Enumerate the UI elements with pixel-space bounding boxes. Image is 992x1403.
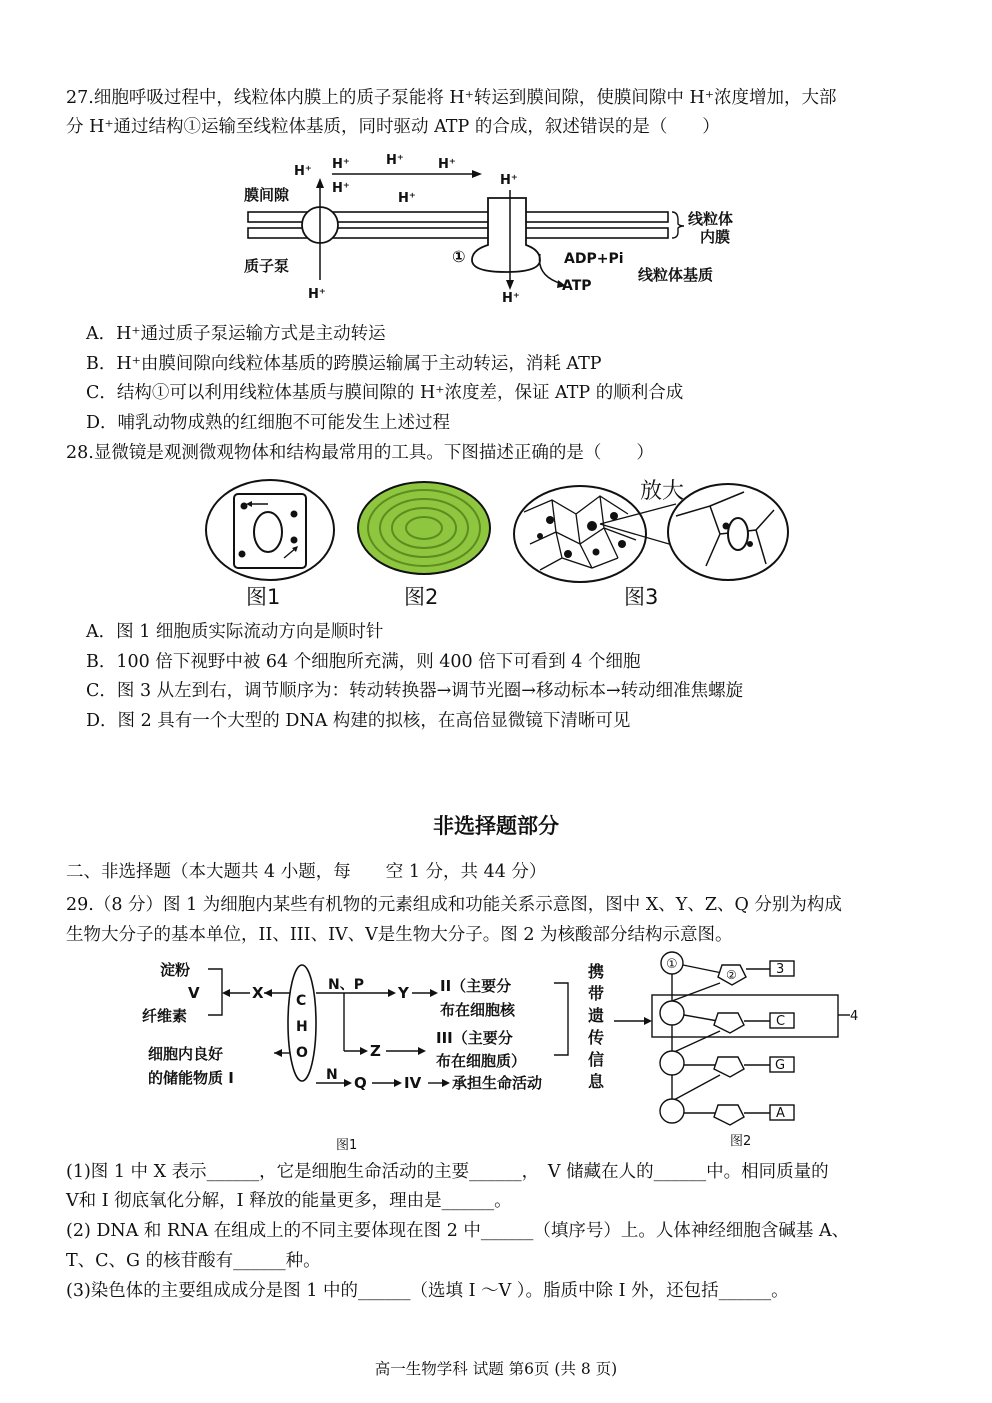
q29-sub1-line1: (1)图 1 中 X 表示______，它是细胞生命活动的主要______， V 储藏在人的______中。相同质量的 (66, 1162, 829, 1182)
fig3-low-mag-field (514, 486, 646, 582)
carry-char: 信 (588, 1050, 605, 1069)
numbered-label-three: 3 (776, 962, 785, 977)
q29-stem-line2: 生物大分子的基本单位，II、III、IV、V是生物大分子。图 2 为核酸部分结构示意图。 (66, 925, 733, 945)
microscope-figure (200, 474, 800, 614)
iii-label-1: III（主要分 (436, 1029, 513, 1047)
carry-char: 带 (588, 984, 605, 1003)
energy-storage-label-2: 的储能物质 I (148, 1069, 234, 1087)
base-g-label: G (775, 1058, 786, 1073)
h-ion-label: H⁺ (502, 291, 520, 306)
h-ion-label: H⁺ (332, 157, 350, 172)
matrix-label: 线粒体基质 (638, 266, 714, 284)
h-ion-label: H⁺ (332, 181, 350, 196)
n-label: N (326, 1067, 338, 1083)
atp-synthase-shape (472, 198, 540, 272)
q27-stem-line1: 27.细胞呼吸过程中，线粒体内膜上的质子泵能将 H⁺转运到膜间隙，使膜间隙中 H⁺浓度增加，大部 (66, 88, 837, 108)
intermembrane-space-label: 膜间隙 (244, 186, 290, 204)
np-label: N、P (328, 977, 364, 993)
h-ion-label: H⁺ (398, 191, 416, 206)
q28-option-d: D．图 2 具有一个大型的 DNA 构建的拟核，在高倍显微镜下清晰可见 (86, 711, 631, 731)
numbered-label-one: ① (666, 957, 678, 972)
section-title: 非选择题部分 (433, 814, 559, 838)
h-ion-label: H⁺ (386, 153, 404, 168)
q27-option-b: B．H⁺由膜间隙向线粒体基质的跨膜运输属于主动转运，消耗 ATP (86, 354, 602, 374)
organic-compound-figure (140, 955, 620, 1155)
x-label: X (252, 984, 264, 1002)
q28-stem: 28.显微镜是观测微观物体和结构最常用的工具。下图描述正确的是（ ） (66, 443, 654, 463)
h-ion-label: H⁺ (308, 287, 326, 302)
q29-sub1-line2: V和 I 彻底氧化分解，I 释放的能量更多，理由是______。 (66, 1191, 512, 1211)
fig1-vacuole (254, 512, 282, 552)
fig3-caption: 图3 (624, 585, 659, 609)
q29-sub2-line2: T、C、G 的核苷酸有______种。 (66, 1251, 321, 1271)
fig1-caption: 图1 (336, 1138, 358, 1153)
atp-label: ATP (562, 278, 592, 294)
inner-membrane-label-1: 线粒体 (688, 210, 734, 228)
iii-label-2: 布在细胞质） (436, 1052, 527, 1070)
q27-option-d: D．哺乳动物成熟的红细胞不可能发生上述过程 (86, 413, 451, 433)
fig1-caption: 图1 (246, 585, 281, 609)
starch-label: 淀粉 (160, 961, 191, 979)
h-ion-label: H⁺ (438, 157, 456, 172)
cellulose-label: 纤维素 (142, 1007, 188, 1025)
fig2-caption: 图2 (404, 585, 439, 609)
h-ion-label: H⁺ (294, 164, 312, 179)
life-activity-label: 承担生命活动 (452, 1074, 543, 1092)
proton-pump-label: 质子泵 (244, 257, 290, 275)
base-c-label: C (776, 1014, 786, 1029)
ii-label-2: 布在细胞核 (440, 1001, 516, 1019)
q27-stem-line2: 分 H⁺通过结构①运输至线粒体基质，同时驱动 ATP 的合成，叙述错误的是（ ） (66, 117, 720, 137)
inner-membrane-label-2: 内膜 (700, 228, 731, 246)
carry-char: 遗 (588, 1006, 605, 1025)
q29-sub2-line1: (2) DNA 和 RNA 在组成上的不同主要体现在图 2 中______（填序号）上。人体神经细胞含碱基 A、 (66, 1221, 850, 1241)
q27-option-a: A．H⁺通过质子泵运输方式是主动转运 (86, 324, 386, 344)
fig2-caption: 图2 (730, 1134, 752, 1149)
numbered-label-two: ② (726, 968, 737, 982)
z-label: Z (370, 1042, 381, 1060)
q29-stem-line1: 29.（8 分）图 1 为细胞内某些有机物的元素组成和功能关系示意图，图中 X、Y、Z、Q 分别为构成 (66, 895, 842, 915)
iv-label: IV (404, 1074, 422, 1092)
carry-char: 传 (588, 1028, 605, 1047)
nucleic-acid-figure (610, 955, 860, 1155)
enlarge-label: 放大 (640, 479, 685, 504)
y-label: Y (398, 984, 409, 1002)
q29-sub3-line1: (3)染色体的主要组成成分是图 1 中的______（选填 I ～V ）。脂质中除 I 外，还包括______。 (66, 1281, 789, 1301)
q-label: Q (354, 1074, 367, 1092)
q27-option-c: C．结构①可以利用线粒体基质与膜间隙的 H⁺浓度差，保证 ATP 的顺利合成 (86, 383, 684, 403)
structure-one-label: ① (452, 247, 466, 266)
v-label: V (188, 984, 200, 1002)
carry-char: 息 (588, 1072, 605, 1091)
element-c: C (296, 993, 307, 1009)
q28-option-a: A．图 1 细胞质实际流动方向是顺时针 (86, 622, 384, 642)
fig2-cell (358, 482, 490, 574)
ii-label-1: II（主要分 (440, 977, 512, 995)
base-a-label: A (776, 1106, 785, 1121)
h-ion-label: H⁺ (500, 173, 518, 188)
numbered-label-four: 4 (850, 1009, 859, 1024)
page-footer: 高一生物学科 试题 第6页 (共 8 页) (374, 1360, 618, 1378)
section-subtitle: 二、非选择题（本大题共 4 小题，每 空 1 分，共 44 分） (66, 862, 547, 882)
element-o: O (296, 1045, 308, 1061)
q28-option-c: C．图 3 从左到右，调节顺序为：转动转换器→调节光圈→移动标本→转动细准焦螺旋 (86, 681, 744, 701)
q28-option-b: B．100 倍下视野中被 64 个细胞所充满，则 400 倍下可看到 4 个细胞 (86, 652, 641, 672)
element-h: H (296, 1019, 308, 1035)
adp-pi-label: ADP+Pi (564, 251, 624, 267)
carry-char: 携 (588, 962, 605, 981)
mitochondria-membrane-figure (240, 150, 760, 310)
energy-storage-label-1: 细胞内良好 (148, 1045, 224, 1063)
